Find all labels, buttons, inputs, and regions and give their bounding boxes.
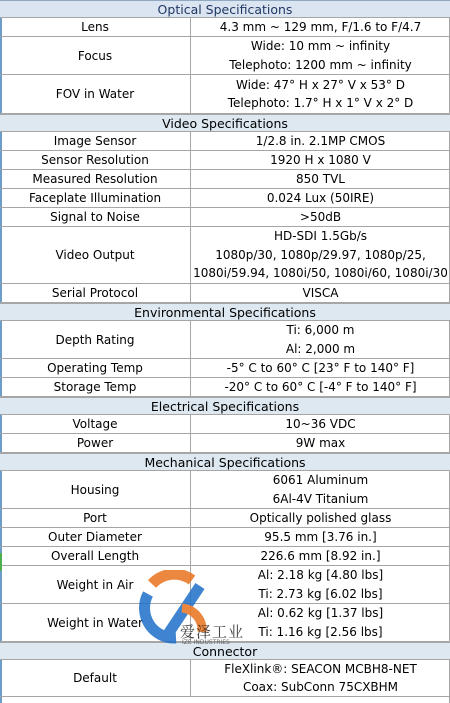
spec-value: Optically polished glass <box>249 510 392 525</box>
spec-label: Sensor Resolution <box>0 151 191 169</box>
spec-value: Telephoto: 1200 mm ~ infinity <box>229 57 412 72</box>
spec-label: Outer Diameter <box>0 528 191 546</box>
spec-label: Image Sensor <box>0 132 191 150</box>
spec-row <box>0 208 450 227</box>
spec-label: Weight in Water <box>0 604 191 641</box>
spec-row <box>0 509 450 528</box>
spec-row <box>0 321 450 359</box>
spec-label: Port <box>0 509 191 527</box>
spec-value: 1/2.8 in. 2.1MP CMOS <box>255 133 386 148</box>
watermark-name: 爱泽工业 <box>180 623 245 641</box>
spec-values <box>191 528 450 546</box>
spec-value: 226.6 mm [8.92 in.] <box>260 548 381 563</box>
spec-values <box>191 75 450 113</box>
spec-row <box>0 434 450 453</box>
spec-row <box>0 132 450 151</box>
spec-value: Al: 0.62 kg [1.37 lbs] <box>257 606 384 620</box>
section-header: Mechanical Specifications <box>0 453 450 471</box>
spec-label: Overall Length <box>0 547 191 565</box>
spec-values <box>191 170 450 188</box>
spec-label: Video Output <box>0 227 191 283</box>
spec-value: 6061 Aluminum <box>272 473 369 487</box>
spec-value: Ti: 1.16 kg [2.56 lbs] <box>258 624 383 639</box>
spec-label: Voltage <box>0 415 191 433</box>
spec-value: 9W max <box>295 435 346 450</box>
spec-value: 850 TVL <box>296 171 345 186</box>
spec-value: Al: 2,000 m <box>285 341 356 356</box>
spec-values <box>191 321 450 358</box>
spec-value: 95.5 mm [3.76 in.] <box>264 529 377 544</box>
spec-label: Serial Protocol <box>0 284 191 302</box>
spec-row <box>0 547 450 566</box>
spec-value: 4.3 mm ~ 129 mm, F/1.6 to F/4.7 <box>219 19 422 34</box>
spec-values <box>191 208 450 226</box>
spec-value: HD-SDI 1.5Gb/s <box>273 229 368 244</box>
spec-value: 10~36 VDC <box>285 416 356 431</box>
spec-value: 6Al-4V Titanium <box>272 491 369 506</box>
spec-value: 1920 H x 1080 V <box>270 152 371 167</box>
spec-value: Wide: 47° H x 27° V x 53° D <box>236 77 405 92</box>
spec-values <box>191 18 450 36</box>
spec-value: FleXlink®: SEACON MCBH8-NET <box>224 661 417 676</box>
spec-values <box>191 660 450 696</box>
spec-row <box>0 471 450 509</box>
spec-value: VISCA <box>302 285 339 300</box>
spec-row <box>0 189 450 208</box>
spec-label: Focus <box>0 37 191 74</box>
spec-value: -20° C to 60° C [-4° F to 140° F] <box>224 379 417 394</box>
spec-label: Lens <box>0 18 191 36</box>
spec-values <box>191 189 450 207</box>
section-header: Connector <box>0 642 450 660</box>
section-header: Optical Specifications <box>0 0 450 18</box>
spec-values <box>191 132 450 150</box>
spec-values <box>191 151 450 169</box>
spec-label: Operating Temp <box>0 359 191 377</box>
spec-values <box>191 37 450 74</box>
spec-row <box>0 528 450 547</box>
spec-row <box>0 151 450 170</box>
section-header: Electrical Specifications <box>0 397 450 415</box>
spec-label: Measured Resolution <box>0 170 191 188</box>
spec-values <box>191 434 450 452</box>
spec-value: Ti: 2.73 kg [6.02 lbs] <box>258 586 383 601</box>
spec-value: 0.024 Lux (50IRE) <box>266 190 375 205</box>
spec-values <box>191 471 450 508</box>
spec-label: Power <box>0 434 191 452</box>
spec-value: 1080i/59.94, 1080i/50, 1080i/60, 1080i/30 <box>193 266 448 281</box>
spec-values <box>191 415 450 433</box>
row-marker <box>0 553 2 571</box>
spec-row <box>0 170 450 189</box>
spec-values <box>191 509 450 527</box>
spec-row <box>0 227 450 284</box>
spec-label: Depth Rating <box>0 321 191 358</box>
spec-label: Signal to Noise <box>0 208 191 226</box>
spec-value: Coax: SubConn 75CXBHM <box>242 680 399 694</box>
spec-row <box>0 37 450 75</box>
spec-row <box>0 75 450 114</box>
spec-value: Wide: 10 mm ~ infinity <box>250 39 391 53</box>
spec-row <box>0 660 450 697</box>
spec-values <box>191 227 450 283</box>
spec-row <box>0 415 450 434</box>
spec-value: -5° C to 60° C [23° F to 140° F] <box>226 360 415 375</box>
spec-row <box>0 378 450 397</box>
spec-row <box>0 359 450 378</box>
section-header: Environmental Specifications <box>0 303 450 321</box>
watermark-subtitle: IZE INDUSTRIES <box>182 639 230 646</box>
spec-label: FOV in Water <box>0 75 191 113</box>
spec-label: Weight in Air <box>0 566 191 603</box>
spec-label: Housing <box>0 471 191 508</box>
spec-value: Ti: 6,000 m <box>286 323 355 337</box>
spec-label: Default <box>0 660 191 696</box>
spec-values <box>191 547 450 565</box>
spec-row <box>0 284 450 303</box>
spec-value: Al: 2.18 kg [4.80 lbs] <box>257 568 384 582</box>
spec-values <box>191 359 450 377</box>
spec-value: 1080p/30, 1080p/29.97, 1080p/25, <box>215 247 426 262</box>
spec-label: Faceplate Illumination <box>0 189 191 207</box>
spec-label: Storage Temp <box>0 378 191 396</box>
spec-values <box>191 378 450 396</box>
spec-value: >50dB <box>299 209 342 224</box>
section-header: Video Specifications <box>0 114 450 132</box>
spec-values <box>191 284 450 302</box>
spec-value: Telephoto: 1.7° H x 1° V x 2° D <box>227 96 414 110</box>
spec-row <box>0 18 450 37</box>
